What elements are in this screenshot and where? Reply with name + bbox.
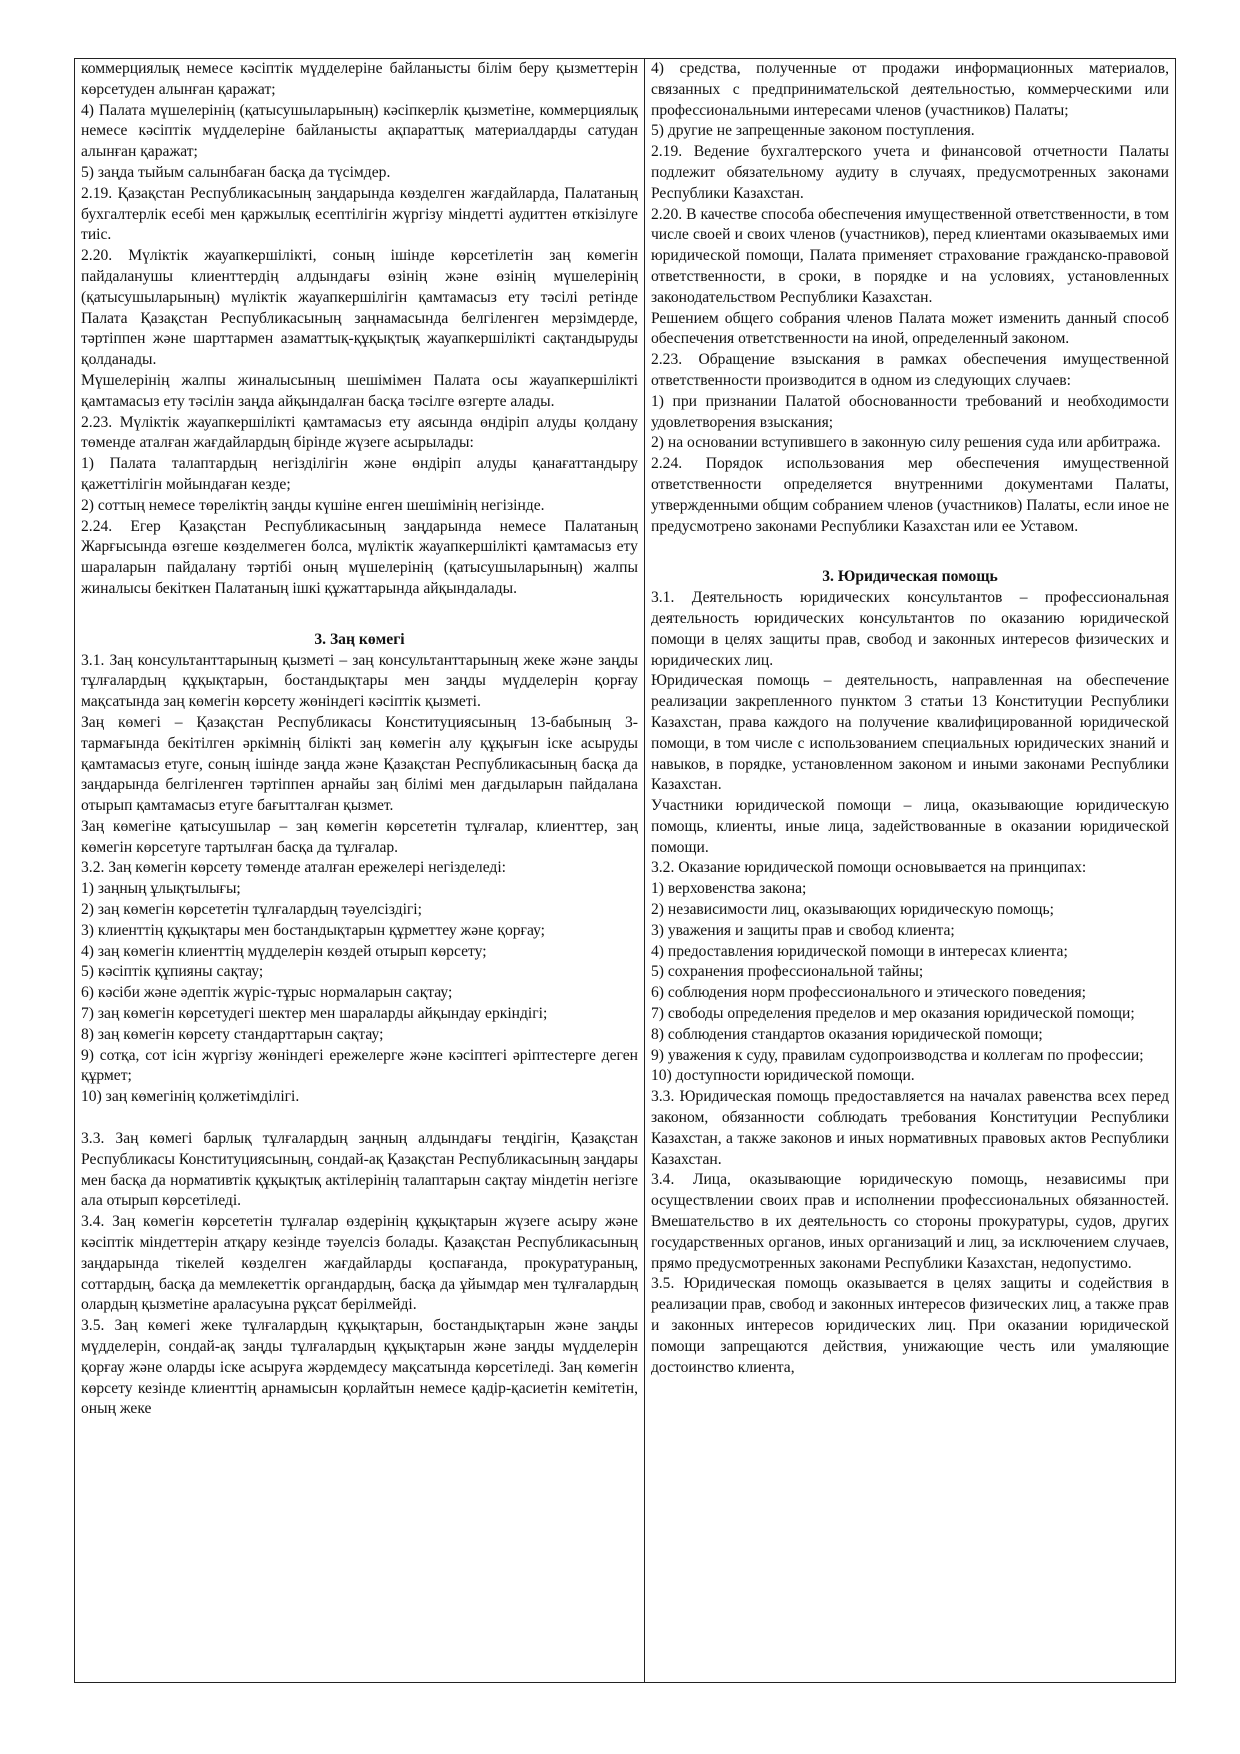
paragraph: 5) сохранения профессиональной тайны; [650,963,924,981]
paragraph: Участники юридической помощи – лица, оказывающие юридическую помощь, клиенты, иные лица, задействованные в оказании юридической помощи. [650,797,1169,856]
paragraph: 1) Палата талаптардың негізділігін және өндіріп алуды қанағаттандыру қажеттілігін мойындаған кезде; [81,455,638,493]
paragraph: Юридическая помощь – деятельность, направленная на обеспечение реализации закрепленного пунктом 3 статьи 13 Конституции Республики Казахстан, права каждого на получение квалифицированной юридической помощи, в том числе с использованием специальных юридических знаний и навыков, в порядке, установленном законом и иными законами Республики Казахстан. [650,672,1169,794]
spacer [651,537,1169,567]
paragraph: 1) заңның ұлықтылығы; [81,880,241,898]
paragraph: 3) клиенттің құқықтары мен бостандықтарын құрметтеу және қорғау; [81,921,545,939]
paragraph: 5) другие не запрещенные законом поступления. [650,122,975,140]
kazakh-column [75,59,645,1682]
paragraph: 3.5. Юридическая помощь оказывается в целях защиты и содействия в реализации прав, свобод и законных интересов физических лиц, а также прав и законных интересов юридических лиц. При оказании юридической помощи запрещаются действия, унижающие честь или умаляющие достоинство клиента, [650,1275,1169,1376]
paragraph: 4) средства, полученные от продажи информационных материалов, связанных с предпринимательской деятельностью, коммерческими или профессиональными интересами членов (участников) Палаты; [650,60,1169,119]
kazakh-section-paragraphs-a [81,651,638,1109]
paragraph: Заң көмегіне қатысушылар – заң көмегін көрсететін тұлғалар, клиенттер, заң көмегін көрсетуге тартылған басқа да тұлғалар. [81,817,638,856]
paragraph: 1) при признании Палатой обоснованности требований и необходимости удовлетворения взыскания; [650,392,1169,431]
paragraph: 3.1. Деятельность юридических консультантов – профессиональная деятельность юридических консультантов по оказанию юридической помощи в целях защиты прав, свобод и законных интересов физических и юридических лиц. [650,589,1169,669]
paragraph: 3.3. Заң көмегі барлық тұлғалардың заңның алдындағы теңдігін, Қазақстан Республикасы Конституциясының, сондай-ақ Қазақстан Республикасының заңдары мен басқа да нормативтік құқықтық актілерінің талаптарын сақтау міндетін негізге ала отырып көрсетіледі. [81,1130,638,1210]
spacer [81,600,638,630]
paragraph: 3) уважения и защиты прав и свобод клиента; [650,921,955,939]
paragraph: 3.4. Заң көмегін көрсететін тұлғалар өздерінің құқықтарын жүзеге асыру және кәсіптік міндеттерін атқару кезінде тәуелсіз болады. Қазақстан Республикасының заңдарында тікелей көзделген жағдайларды қоспағанда, прокуратураның, соттардың, басқа да мемлекеттік органдардың, басқа да ұйымдар мен тұлғалардың олардың қызметіне араласуына рұқсат берілмейді. [81,1213,638,1314]
paragraph: 10) заң көмегінің қолжетімділігі. [81,1088,300,1106]
paragraph: 2.20. В качестве способа обеспечения имущественной ответственности, в том числе своей и своих членов (участников), перед клиентами оказываемых ими юридической помощи, Палата применяет страхование гражданско-правовой ответственности, в сроки, в порядке и на условиях, установленных законодательством Республики Казахстан. [650,205,1169,306]
russian-column [645,59,1175,1682]
paragraph: 2.24. Егер Қазақстан Республикасының заңдарында немесе Палатаның Жарғысында өзгеше көзделмеген болса, мүліктік жауапкершілікті қамтамасыз ету шараларын пайдалану тәртібі оның мүшелерінің (қатысушыларының) жалпы жиналысы бекіткен Палатаның ішкі құжаттарында айқындалады. [81,517,638,597]
paragraph: 3.2. Заң көмегін көрсету төменде аталған ережелері негізделеді: [81,859,507,877]
paragraph: 6) соблюдения норм профессионального и этического поведения; [650,984,1086,1002]
paragraph: 2) независимости лиц, оказывающих юридическую помощь; [650,901,1054,919]
paragraph: 2.23. Мүліктік жауапкершілікті қамтамасыз ету аясында өндіріп алуды қолдану төменде аталған жағдайлардың бірінде жүзеге асырылады: [81,413,638,452]
paragraph: Мүшелерінің жалпы жиналысының шешімімен Палата осы жауапкершілікті қамтамасыз ету тәсілін заңда айқындалған басқа тәсілге өзгерте алады. [81,371,638,410]
russian-section-paragraphs [651,588,1169,1378]
paragraph: 9) уважения к суду, правилам судопроизводства и коллегам по профессии; [650,1046,1144,1064]
paragraph: коммерциялық немесе кәсіптік мүдделеріне байланысты білім беру қызметтерін көрсетуден алынған қаражат; [81,60,638,98]
paragraph: 5) кәсіптік құпияны сақтау; [81,963,264,981]
section-heading-russian: 3. Юридическая помощь [822,568,998,586]
paragraph: 4) предоставления юридической помощи в интересах клиента; [650,942,1068,960]
section-heading-kazakh: 3. Заң көмегі [314,630,405,648]
paragraph: 2) на основании вступившего в законную силу решения суда или арбитража. [650,434,1161,452]
paragraph: 4) Палата мүшелерінің (қатысушыларының) кәсіпкерлік қызметіне, коммерциялық немесе кәсіптік мүдделеріне байланысты ақпараттық материалдарды сатудан алынған қаражат; [81,101,638,161]
paragraph: 2) заң көмегін көрсететін тұлғалардың тәуелсіздігі; [81,901,422,919]
paragraph: 7) свободы определения пределов и мер оказания юридической помощи; [650,1005,1135,1023]
paragraph: 3.3. Юридическая помощь предоставляется на началах равенства всех перед законом, обязанности соблюдать требования Конституции Республики Казахстан, а также законов и иных нормативных правовых актов Республики Казахстан. [650,1088,1169,1168]
paragraph: Заң көмегі – Қазақстан Республикасы Конституциясының 13-бабының 3-тармағында бекітілген әркімнің білікті заң көмегін алу құқығын іске асыруды қамтамасыз етуге, соның ішінде заңда және Қазақстан Республикасының басқа да заңдарында белгіленген тәртіппен арнайы заң білімі мен дағдыларын пайдалана отырып қамтамасыз етуге бағытталған қызмет. [81,713,638,815]
paragraph: 6) кәсіби және әдептік жүріс-тұрыс нормаларын сақтау; [81,984,453,1002]
paragraph: Решением общего собрания членов Палата может изменить данный способ обеспечения ответственности на иной, определенный законом. [650,309,1169,348]
paragraph: 5) заңда тыйым салынбаған басқа да түсімдер. [81,163,391,181]
paragraph: 10) доступности юридической помощи. [650,1067,915,1085]
paragraph: 1) верховенства закона; [650,880,807,898]
spacer [81,1108,638,1129]
paragraph: 4) заң көмегін клиенттің мүдделерін көздей отырып көрсету; [81,942,487,960]
kazakh-section-paragraphs-b [81,1129,638,1420]
paragraph: 9) сотқа, сот ісін жүргізу жөніндегі ережелерге және кәсіптегі әріптестерге деген құрмет; [81,1046,638,1085]
bilingual-document-table [74,58,1176,1683]
paragraph: 2.24. Порядок использования мер обеспечения имущественной ответственности определяется внутренними документами Палаты, утвержденными общим собранием членов (участников) Палаты, если иное не предусмотрено законами Республики Казахстан или ее Уставом. [650,455,1169,535]
paragraph: 3.1. Заң консультанттарының қызметі – заң консультанттарының жеке және заңды тұлғалардың құқықтарын, бостандықтары мен заңды мүдделерін қорғау мақсатында заң көмегін көрсету жөніндегі кәсіптік қызметі. [81,651,638,711]
paragraph: 3.2. Оказание юридической помощи основывается на принципах: [650,859,1087,877]
paragraph: 2.19. Ведение бухгалтерского учета и финансовой отчетности Палаты подлежит обязательному аудиту в случаях, предусмотренных законами Республики Казахстан. [650,143,1169,202]
russian-top-paragraphs [651,59,1169,537]
paragraph: 8) соблюдения стандартов оказания юридической помощи; [650,1025,1043,1043]
paragraph: 2) соттың немесе төреліктің заңды күшіне енген шешімінің негізінде. [81,496,545,514]
paragraph: 2.23. Обращение взыскания в рамках обеспечения имущественной ответственности производится в одном из следующих случаев: [650,351,1169,389]
paragraph: 2.19. Қазақстан Республикасының заңдарында көзделген жағдайларда, Палатаның бухгалтерлік есебі мен қаржылық есептілігін жүргізу міндетті аудиттен өткізілуге тиіс. [81,184,638,244]
paragraph: 2.20. Мүліктік жауапкершілікті, соның ішінде көрсетілетін заң көмегін пайдаланушы клиенттердің алдындағы өзінің және өзінің мүшелерінің (қатысушыларының) мүліктік жауапкершілігін қамтамасыз ету тәсілі ретінде Палата Қазақстан Республикасының заңнамасында белгіленген мерзімдерде, тәртіппен және шарттармен азаматтық-құқықтық жауапкершілікті сақтандыруды қолданады. [81,247,638,369]
paragraph: 7) заң көмегін көрсетудегі шектер мен шараларды айқындау еркіндігі; [81,1005,548,1023]
kazakh-top-paragraphs [81,59,638,600]
paragraph: 8) заң көмегін көрсету стандарттарын сақтау; [81,1025,384,1043]
paragraph: 3.4. Лица, оказывающие юридическую помощь, независимы при осуществлении своих прав и исполнении профессиональных обязанностей. Вмешательство в их деятельность со стороны прокуратуры, судов, других государственных органов, иных организаций и лиц, за исключением случаев, прямо предусмотренных законами Республики Казахстан, недопустимо. [650,1171,1169,1272]
paragraph: 3.5. Заң көмегі жеке тұлғалардың құқықтарын, бостандықтарын және заңды мүдделерін, сондай-ақ заңды тұлғалардың құқықтарын және заңды мүдделерін қорғау және оларды іске асыруға жәрдемдесу мақсатында көрсетіледі. Заң көмегін көрсету кезінде клиенттің арнамысын қорлайтын немесе қадір-қасиетін кемітетін, оның жеке [81,1317,638,1418]
